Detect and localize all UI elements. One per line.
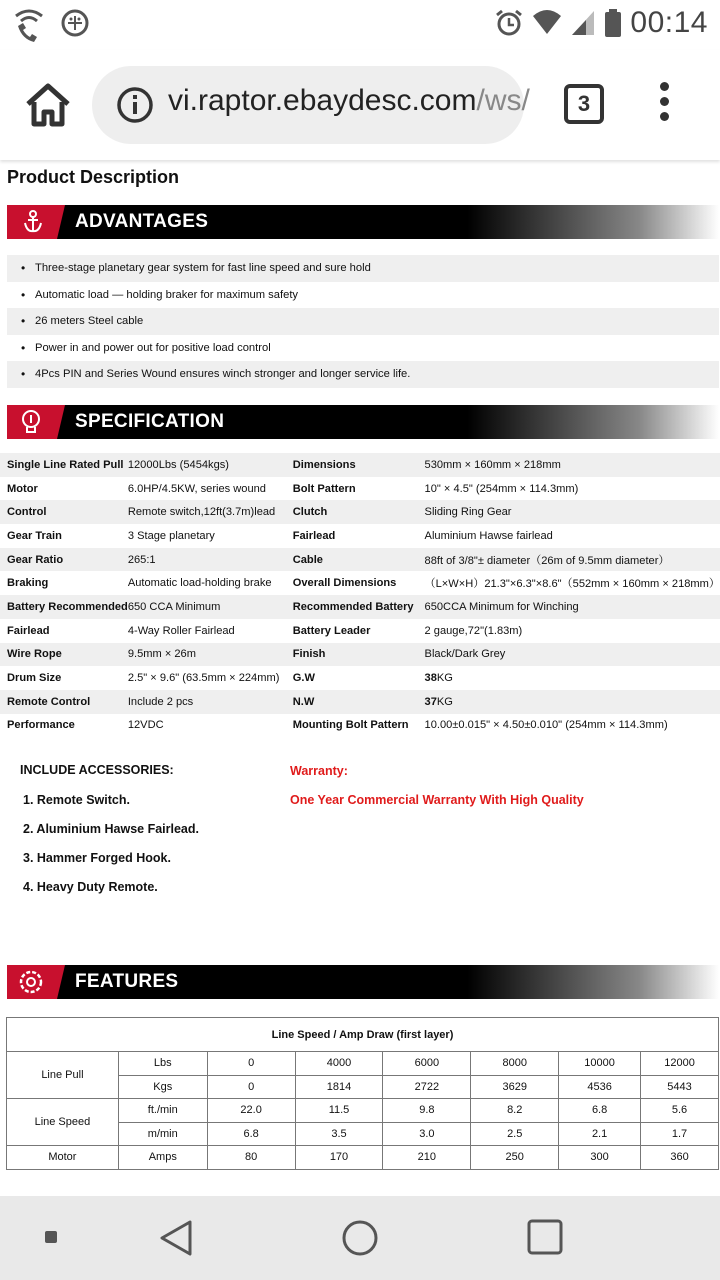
recent-dot-icon[interactable] [44,1230,58,1244]
spec-label: Dimensions [292,458,356,471]
advantages-list [7,255,719,388]
spec-value: Black/Dark Grey [424,648,506,661]
spec-value: Include 2 pcs [127,695,194,708]
spec-label: Braking [7,577,49,590]
accessories-heading: INCLUDE ACCESSORIES: [20,763,174,777]
unit-cell: m/min [118,1122,207,1146]
spec-label: Control [7,506,47,519]
unit-cell: Lbs [118,1052,207,1076]
table-row [7,1146,719,1170]
spec-label: Bolt Pattern [292,482,356,495]
spec-label: G.W [292,672,315,685]
table-cell: 3629 [471,1075,559,1099]
weight-unit: KG [436,695,453,708]
spec-label: Fairlead [292,529,336,542]
home-nav-button[interactable] [340,1218,380,1258]
advantages-heading: ADVANTAGES [75,211,209,232]
spec-value: Aluminium Hawse fairlead [424,529,553,542]
wifi-call-icon [12,8,46,42]
table-cell: 11.5 [295,1099,383,1123]
spec-value: Remote switch,12ft(3.7m)lead [127,506,276,519]
spec-value [425,690,720,714]
spec-label: Overall Dimensions [292,577,397,590]
table-cell: 6.8 [207,1122,295,1146]
wifi-icon [532,9,562,37]
table-cell: 5443 [641,1075,719,1099]
unit-cell: Amps [118,1146,207,1170]
warranty-text: One Year Commercial Warranty With High Quality [290,793,584,807]
weight-number: 38 [424,672,437,685]
list-item: 4. Heavy Duty Remote. [23,880,158,894]
spec-value: 10" × 4.5" (254mm × 114.3mm) [424,482,579,495]
table-cell: 22.0 [207,1099,295,1123]
table-cell: 1814 [295,1075,383,1099]
list-item: • 26 meters Steel cable [7,308,719,335]
table-row [0,595,720,619]
overflow-menu-button[interactable] [652,82,676,128]
url-host: vi.raptor.ebaydesc.com [168,84,477,117]
table-row [0,548,720,572]
spec-label: Wire Rope [7,648,62,661]
table-row [0,500,720,524]
page-title: Product Description [7,167,180,187]
table-row [0,571,720,595]
table-cell: 2.1 [559,1122,641,1146]
spec-label: Single Line Rated Pull [7,458,124,471]
table-cell: 6000 [383,1052,471,1076]
advantages-banner [7,205,719,239]
spec-label: Mounting Bolt Pattern [292,719,409,732]
lightbulb-icon [17,409,45,435]
list-item: • Power in and power out for positive load control [7,335,719,362]
overview-button[interactable] [526,1218,564,1256]
table-caption: Line Speed / Amp Draw (first layer) [7,1018,719,1052]
table-cell: 0 [207,1052,295,1076]
spec-label: Motor [7,482,38,495]
info-icon[interactable] [116,86,154,124]
spec-label: Remote Control [7,695,91,708]
table-cell: 1.7 [641,1122,719,1146]
clock: 00:14 [630,6,708,39]
alarm-icon [494,8,524,38]
spec-value: 6.0HP/4.5KW, series wound [127,482,266,495]
table-cell: 8.2 [471,1099,559,1123]
android-debug-icon [60,8,90,38]
table-cell: 0 [207,1075,295,1099]
spec-value: 530mm × 160mm × 218mm [424,458,561,471]
table-row [0,619,720,643]
table-cell: 12000 [641,1052,719,1076]
spec-value: 2.5" × 9.6" (63.5mm × 224mm) [127,672,280,685]
address-bar[interactable] [92,66,530,144]
gear-icon [17,969,45,995]
spec-value: 88ft of 3/8"± diameter（26m of 9.5mm diameter） [424,554,670,567]
signal-icon [570,9,596,37]
table-row [0,477,720,501]
spec-label: Cable [292,553,323,566]
tab-switcher-button[interactable]: 3 [564,84,604,124]
features-banner [7,965,719,999]
url-path: /ws/ [476,84,530,117]
table-cell: 360 [641,1146,719,1170]
table-cell: 250 [471,1146,559,1170]
weight-unit: KG [436,672,453,685]
spec-value: 12000Lbs (5454kgs) [127,458,229,471]
page-content [0,160,720,1196]
home-button[interactable] [22,82,74,128]
anchor-icon [17,209,45,235]
spec-label: Recommended Battery [292,600,414,613]
spec-value: 4-Way Roller Fairlead [127,624,235,637]
table-row [0,453,720,477]
status-bar [0,0,720,50]
table-row [0,524,720,548]
table-cell: 170 [295,1146,383,1170]
group-label: Line Pull [7,1052,119,1099]
spec-label: Finish [292,648,326,661]
spec-value: 3 Stage planetary [127,529,215,542]
table-cell: 2.5 [471,1122,559,1146]
list-item: • Three-stage planetary gear system for fast line speed and sure hold [7,255,719,282]
back-button[interactable] [158,1218,194,1258]
spec-label: Clutch [292,506,328,519]
unit-cell: Kgs [118,1075,207,1099]
spec-label: Battery Leader [292,624,371,637]
list-item: • 4Pcs PIN and Series Wound ensures winch stronger and longer service life. [7,361,719,388]
table-cell: 4536 [559,1075,641,1099]
features-heading: FEATURES [75,971,179,992]
spec-label: Performance [7,719,75,732]
warranty-heading: Warranty: [290,764,348,778]
spec-label: Gear Train [7,529,62,542]
table-row [0,643,720,667]
table-cell: 8000 [471,1052,559,1076]
specification-banner [7,405,719,439]
table-row [7,1052,719,1076]
table-cell: 10000 [559,1052,641,1076]
table-cell: 4000 [295,1052,383,1076]
list-item: 3. Hammer Forged Hook. [23,851,171,865]
table-cell: 3.5 [295,1122,383,1146]
table-row [7,1099,719,1123]
table-row [0,714,720,738]
spec-value: 650 CCA Minimum [127,600,221,613]
spec-label: N.W [292,695,315,708]
spec-label: Fairlead [7,624,50,637]
navigation-bar [0,1196,720,1280]
table-row [0,666,720,690]
spec-value: 2 gauge,72"(1.83m) [424,624,523,637]
table-row [0,690,720,714]
unit-cell: ft./min [118,1099,207,1123]
spec-value: 12VDC [127,719,164,732]
spec-value: Sliding Ring Gear [424,506,512,519]
battery-icon [604,8,622,38]
table-cell: 6.8 [559,1099,641,1123]
table-cell: 80 [207,1146,295,1170]
group-label: Line Speed [7,1099,119,1146]
spec-value: 650CCA Minimum for Winching [424,600,579,613]
spec-label: Battery Recommended [7,600,128,613]
specification-heading: SPECIFICATION [75,411,225,432]
table-cell: 9.8 [383,1099,471,1123]
list-item: 1. Remote Switch. [23,793,130,807]
spec-value: Automatic load-holding brake [127,577,272,590]
group-label: Motor [7,1146,119,1170]
specification-table [0,453,720,737]
table-cell: 210 [383,1146,471,1170]
spec-value: 265:1 [127,553,156,566]
spec-value: （L×W×H）21.3"×6.3"×8.6"（552mm × 160mm × 218mm） [424,578,720,591]
spec-value: 10.00±0.015" × 4.50±0.010" (254mm × 114.3mm) [424,719,668,732]
table-cell: 2722 [383,1075,471,1099]
table-cell: 5.6 [641,1099,719,1123]
list-item: 2. Aluminium Hawse Fairlead. [23,822,199,836]
url-text [168,84,530,118]
table-cell: 3.0 [383,1122,471,1146]
line-speed-table [6,1017,719,1170]
spec-label: Drum Size [7,672,62,685]
list-item: • Automatic load — holding braker for maximum safety [7,282,719,309]
weight-number: 37 [424,695,437,708]
browser-toolbar [0,50,720,160]
spec-value [425,666,720,690]
table-cell: 300 [559,1146,641,1170]
spec-value: 9.5mm × 26m [127,648,196,661]
spec-label: Gear Ratio [7,553,64,566]
